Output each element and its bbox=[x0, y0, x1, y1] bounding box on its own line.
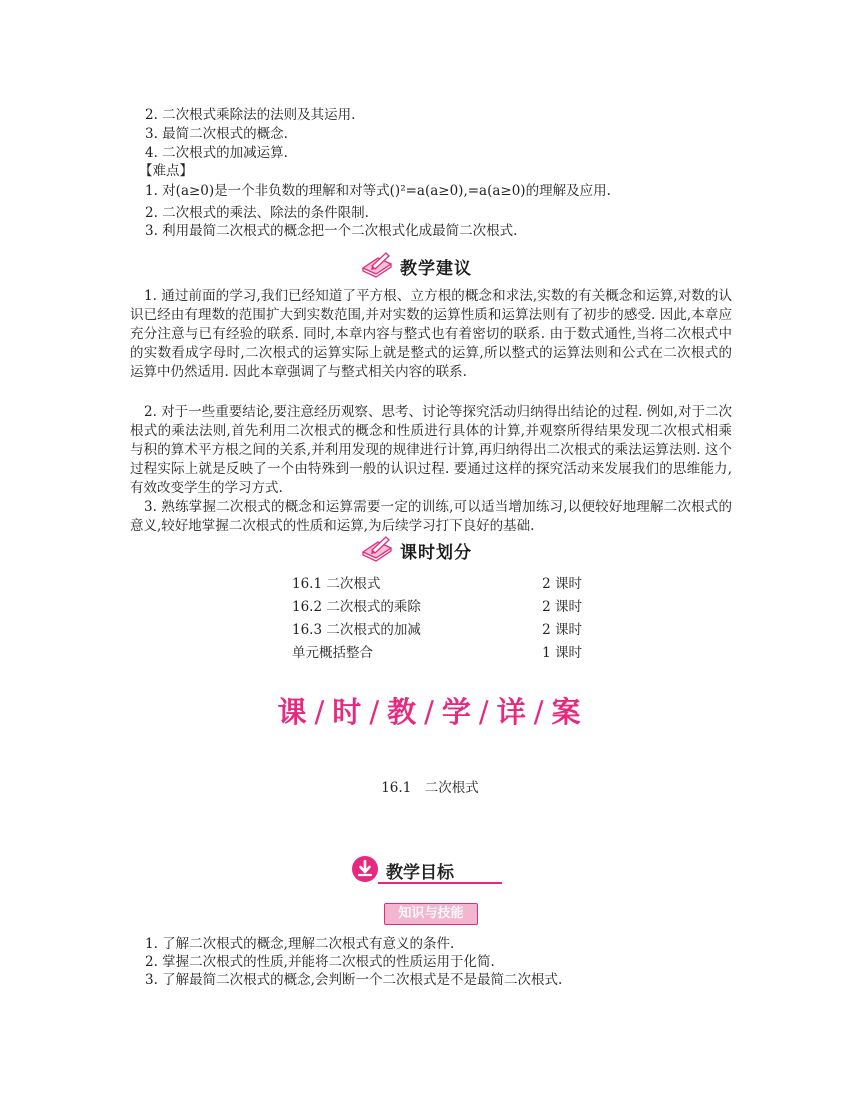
key-point-item: 2. 二次根式乘除法的法则及其运用. bbox=[145, 107, 356, 123]
pencil-book-icon bbox=[360, 250, 394, 282]
title-char: 教 bbox=[387, 695, 419, 729]
difficulty-item: 3. 利用最简二次根式的概念把一个二次根式化成最简二次根式. bbox=[145, 223, 518, 239]
lesson-division-title: 课时划分 bbox=[400, 542, 472, 563]
title-char: 学 bbox=[441, 695, 473, 729]
objective-item: 2. 掌握二次根式的性质,并能将二次根式的性质运用于化简. bbox=[145, 954, 495, 970]
pencil-book-icon bbox=[360, 534, 394, 566]
title-char: 课 bbox=[277, 695, 309, 729]
lesson-schedule bbox=[292, 573, 582, 665]
schedule-topic: 16.3 二次根式的加减 bbox=[292, 622, 421, 638]
schedule-row bbox=[292, 596, 582, 619]
schedule-hours: 2 课时 bbox=[542, 622, 582, 638]
schedule-hours: 2 课时 bbox=[542, 599, 582, 615]
difficulty-item: 2. 二次根式的乘法、除法的条件限制. bbox=[145, 205, 369, 221]
title-char: 时 bbox=[332, 695, 364, 729]
key-point-item: 4. 二次根式的加减运算. bbox=[145, 145, 288, 161]
title-separator: / bbox=[424, 695, 436, 729]
schedule-topic: 单元概括整合 bbox=[292, 645, 373, 661]
detailed-lesson-plan-title bbox=[0, 690, 860, 731]
schedule-row bbox=[292, 642, 582, 665]
teaching-suggestions-title: 教学建议 bbox=[400, 258, 472, 279]
section-title: 16.1 二次根式 bbox=[381, 780, 479, 796]
teaching-objectives-title: 教学目标 bbox=[386, 863, 454, 883]
schedule-topic: 16.1 二次根式 bbox=[292, 576, 381, 592]
title-char: 详 bbox=[496, 695, 528, 729]
objective-item: 1. 了解二次根式的概念,理解二次根式有意义的条件. bbox=[145, 936, 455, 952]
download-arrow-icon bbox=[352, 856, 378, 882]
title-separator: / bbox=[533, 695, 546, 729]
key-point-item: 3. 最简二次根式的概念. bbox=[145, 126, 288, 142]
difficulty-heading: 【难点】 bbox=[139, 163, 193, 179]
title-separator: / bbox=[478, 695, 491, 729]
schedule-topic: 16.2 二次根式的乘除 bbox=[292, 599, 421, 615]
title-char: 案 bbox=[551, 695, 583, 729]
teaching-suggestions-heading bbox=[360, 250, 472, 282]
schedule-row bbox=[292, 573, 582, 596]
schedule-hours: 1 课时 bbox=[542, 645, 582, 661]
schedule-row bbox=[292, 619, 582, 642]
objective-item: 3. 了解最简二次根式的概念,会判断一个二次根式是不是最简二次根式. bbox=[145, 972, 563, 988]
schedule-hours: 2 课时 bbox=[542, 576, 582, 592]
title-separator: / bbox=[369, 695, 382, 729]
title-separator: / bbox=[314, 695, 327, 729]
suggestion-paragraph: 1. 通过前面的学习,我们已经知道了平方根、立方根的概念和求法,实数的有关概念和运算,对数的认识已经由有理数的范围扩大到实数范围,并对实数的运算性质和运算法则有了初步的感受. 因此,本章应充分注意与已有经验的联系. 同时,本章内容与整式也有着密切的联系. 由于数式通性,当将二次根式中的实数看成字母时,二次根式的运算实际上就是整式的运算,所以整式的运算法则和公式在二次根式的运算中仍然适用. 因此本章强调了与整式相关内容的联系. bbox=[130, 288, 732, 380]
teaching-objectives-heading bbox=[348, 854, 503, 890]
suggestion-paragraph: 3. 熟练掌握二次根式的概念和运算需要一定的训练,可以适当增加练习,以便较好地理解二次根式的意义,较好地掌握二次根式的性质和运算,为后续学习打下良好的基础. bbox=[130, 499, 732, 534]
knowledge-skills-tag: 知识与技能 bbox=[384, 903, 478, 925]
difficulty-item: 1. 对(a≥0)是一个非负数的理解和对等式()²=a(a≥0),=a(a≥0)的理解及应用. bbox=[145, 183, 611, 199]
suggestion-paragraph: 2. 对于一些重要结论,要注意经历观察、思考、讨论等探究活动归纳得出结论的过程. 例如,对于二次根式的乘法法则,首先利用二次根式的概念和性质进行具体的计算,并观察所得结果发现二次根式相乘与积的算术平方根之间的关系,并利用发现的规律进行计算,再归纳得出二次根式的乘法运算法则. 这个过程实际上就是反映了一个由特殊到一般的认识过程. 要通过这样的探究活动来发展我们的思维能力,有效改变学生的学习方式. bbox=[130, 404, 732, 496]
lesson-division-heading bbox=[360, 534, 472, 566]
